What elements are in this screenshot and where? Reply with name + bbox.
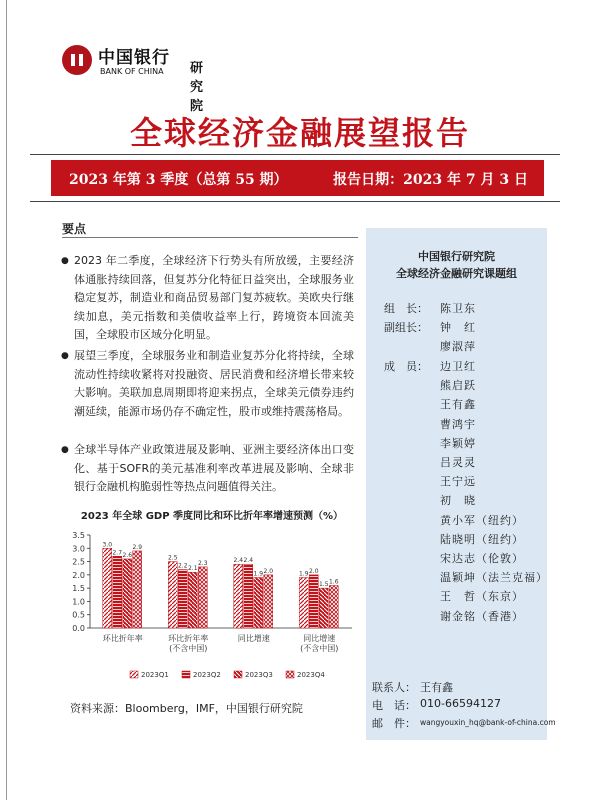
bar — [319, 588, 328, 628]
contact-email[interactable]: wangyouxin_hq@bank-of-china.com — [420, 718, 556, 727]
deputy-name: 廖淑萍 — [440, 340, 476, 353]
report-title: 全球经济金融展望报告 — [129, 114, 470, 152]
legend-entry: 2023Q3 — [245, 671, 273, 679]
member-name: 边卫红 — [440, 360, 476, 373]
y-tick-label: 2.5 — [72, 557, 85, 567]
contact-phone: 010-66594127 — [420, 697, 501, 710]
bar-data-label: 2.2 — [177, 562, 188, 570]
bar — [133, 551, 142, 628]
bar — [198, 567, 207, 628]
legend-swatch — [182, 671, 190, 678]
bar — [123, 559, 132, 628]
bar — [244, 564, 253, 628]
key-points-heading: 要点 — [62, 222, 87, 236]
bar-data-label: 1.6 — [328, 578, 339, 586]
x-category-label: (不含中国) — [169, 644, 208, 653]
bar — [264, 575, 273, 628]
bar — [234, 564, 243, 628]
key-point-3: ● 全球半导体产业政策进展及影响、亚洲主要经济体出口变化、基于SOFR的美元基准利率改革进展及影响、全球非银行金融机构脆弱性等热点问题值得关注。 — [61, 443, 354, 494]
legend-swatch — [286, 671, 294, 678]
bar-data-label: 2.1 — [187, 565, 198, 573]
leader-label: 组 长： — [384, 302, 428, 315]
legend-swatch — [130, 671, 138, 678]
bar-data-label: 2.7 — [112, 549, 123, 557]
bar-data-label: 2.4 — [243, 557, 254, 565]
member-name: 李颖婷 — [440, 436, 476, 450]
report-period: 2023 年第 3 季度（总第 55 期） — [69, 172, 288, 188]
deputy-name: 钟 红 — [440, 321, 476, 334]
bar — [329, 585, 338, 628]
member-name: 初 晓 — [440, 494, 476, 508]
contact-email-label: 邮 件： — [372, 717, 416, 730]
bar-data-label: 1.9 — [298, 570, 309, 578]
institute-name: 研究院 — [190, 61, 204, 114]
member-name: 黄小军（纽约） — [440, 513, 524, 527]
y-tick-label: 0.0 — [72, 624, 85, 633]
legend-entry: 2023Q4 — [297, 671, 325, 679]
logo-chinese-name: 中国银行 — [98, 48, 170, 68]
bar — [299, 578, 308, 628]
key-points-rule — [62, 237, 358, 238]
leader-name: 陈卫东 — [440, 302, 476, 315]
member-name: 王宁远 — [440, 475, 476, 489]
team-group: 全球经济金融研究课题组 — [396, 267, 517, 280]
x-category-label: 环比折年率 — [168, 634, 209, 643]
bar-data-label: 2.3 — [197, 559, 208, 567]
bar-data-label: 2.4 — [233, 557, 244, 565]
contact-phone-label: 电 话： — [372, 699, 416, 712]
member-name: 吕灵灵 — [440, 456, 476, 469]
legend-entry: 2023Q2 — [193, 671, 221, 679]
bank-logo — [62, 43, 204, 114]
deputy-label: 副组长： — [384, 321, 428, 334]
title-rule — [30, 154, 560, 155]
y-tick-label: 1.5 — [72, 584, 85, 594]
contact-person: 王有鑫 — [420, 681, 453, 694]
x-category-label: 环比折年率 — [102, 634, 143, 643]
bar-data-label: 1.9 — [253, 570, 264, 578]
report-date: 报告日期：2023 年 7 月 3 日 — [333, 172, 528, 188]
legend-entry: 2023Q1 — [141, 671, 169, 679]
y-tick-label: 2.0 — [72, 570, 85, 580]
gdp-forecast-chart — [60, 524, 360, 694]
x-category-label: (不含中国) — [300, 644, 339, 653]
bar — [113, 556, 122, 628]
member-name: 王 哲（东京） — [440, 590, 524, 604]
bar — [103, 548, 112, 628]
source-note: 资料来源：Bloomberg，IMF，中国银行研究院 — [70, 702, 303, 715]
members-label: 成 员： — [384, 360, 428, 373]
bar-data-label: 3.0 — [102, 541, 113, 549]
member-name: 温颖坤（法兰克福） — [440, 571, 548, 585]
member-name: 陆晓明（纽约） — [440, 532, 524, 546]
bar-data-label: 2.0 — [308, 567, 319, 575]
key-point-1: ● 2023 年二季度，全球经济下行势头有所放缓，主要经济体通胀持续回落，但复苏分化特征日益突出，全球服务业稳定复苏，制造业和商品贸易部门复苏疲软。美欧央行继续加息，美元指数和美债收益率上行，跨境资本回流美国，全球股市区域分化明显。 — [61, 254, 354, 342]
bullet-icon: ● — [61, 256, 69, 266]
bullet-icon: ● — [61, 445, 69, 455]
bar — [178, 570, 187, 628]
member-name: 曹鸿宇 — [440, 417, 476, 431]
bar-data-label: 2.0 — [263, 567, 274, 575]
y-tick-label: 1.0 — [72, 597, 85, 607]
bar — [168, 562, 177, 628]
key-point-2: ● 展望三季度，全球服务业和制造业复苏分化将持续，全球流动性持续收紧将对投融资、居民消费和经济增长带来较大影响。美联加息周期即将迎来拐点，全球美元债券违约潮延续，能源市场仍存不确定性，股市或维持震荡格局。 — [61, 349, 354, 418]
member-name: 王有鑫 — [440, 398, 476, 412]
bar-data-label: 2.5 — [167, 554, 178, 562]
bar-data-label: 2.9 — [132, 543, 143, 551]
y-tick-label: 0.5 — [72, 610, 85, 620]
bank-of-china-logo-icon — [62, 45, 92, 75]
chart-title: 2023 年全球 GDP 季度同比和环比折年率增速预测（%） — [80, 511, 344, 522]
report-info-bar — [51, 160, 544, 196]
member-name: 宋达志（伦敦） — [440, 552, 524, 565]
team-org: 中国银行研究院 — [418, 250, 495, 263]
logo-english-name: BANK OF CHINA — [100, 67, 164, 76]
bar-data-label: 1.5 — [318, 581, 329, 589]
y-tick-label: 3.5 — [72, 531, 85, 540]
bar-rule — [30, 201, 560, 202]
y-tick-label: 3.0 — [72, 544, 85, 554]
bar — [254, 578, 263, 628]
member-name: 谢金铭（香港） — [440, 609, 524, 623]
bar — [188, 572, 197, 628]
x-category-label: 同比增速 — [303, 634, 336, 643]
bar-data-label: 2.6 — [122, 551, 133, 559]
member-name: 熊启跃 — [440, 379, 476, 393]
bar — [309, 575, 318, 628]
contact-person-label: 联系人： — [372, 681, 416, 694]
x-category-label: 同比增速 — [237, 634, 270, 643]
legend-swatch — [234, 671, 242, 678]
bullet-icon: ● — [61, 351, 69, 361]
